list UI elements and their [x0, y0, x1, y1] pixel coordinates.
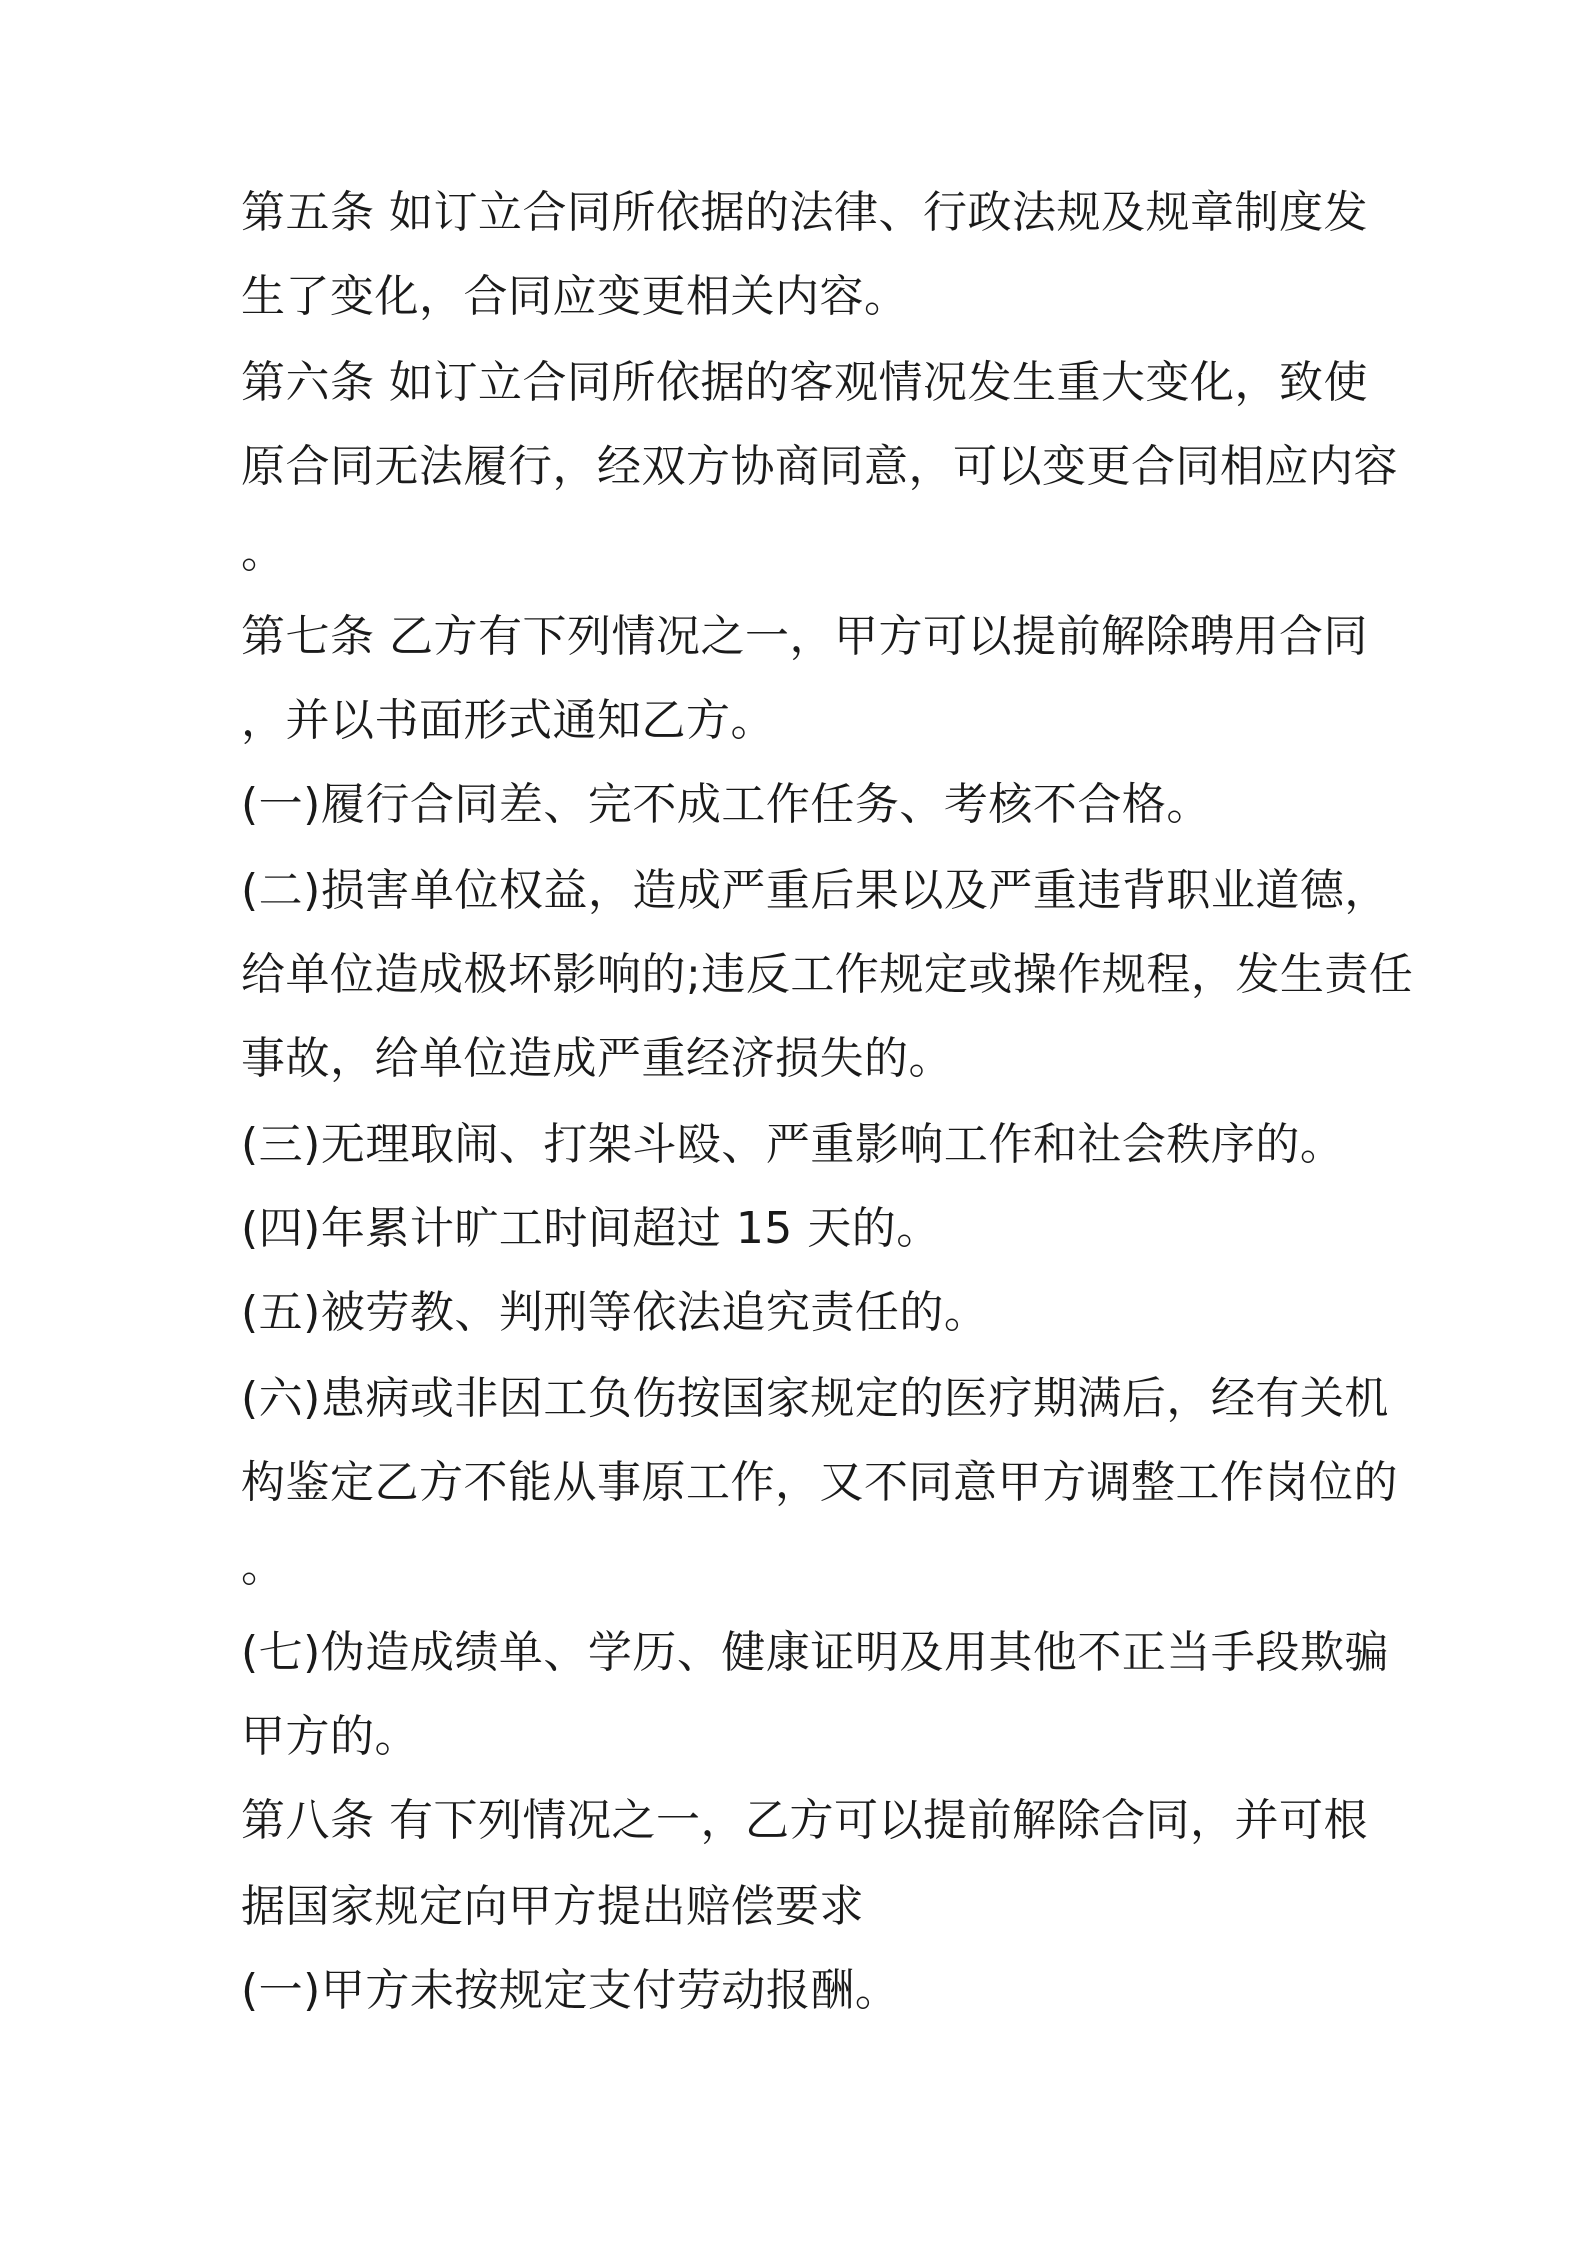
text-line: 第七条 乙方有下列情况之一，甲方可以提前解除聘用合同 [241, 611, 1368, 662]
text-line: (四)年累计旷工时间超过 15 天的。 [241, 1203, 941, 1254]
text-line: 第五条 如订立合同所依据的法律、行政法规及规章制度发 [241, 187, 1368, 238]
text-line: 给单位造成极坏影响的;违反工作规定或操作规程，发生责任 [241, 949, 1414, 1000]
text-line: (一)履行合同差、完不成工作任务、考核不合格。 [241, 779, 1211, 830]
text-line: (五)被劳教、判刑等依法追究责任的。 [241, 1287, 989, 1338]
text-line: (三)无理取闹、打架斗殴、严重影响工作和社会秩序的。 [241, 1119, 1345, 1170]
text-line: (一)甲方未按规定支付劳动报酬。 [241, 1965, 900, 2016]
text-line: (二)损害单位权益，造成严重后果以及严重违背职业道德， [241, 865, 1389, 916]
text-line: (六)患病或非因工负伤按国家规定的医疗期满后，经有关机 [241, 1373, 1389, 1424]
text-line: 构鉴定乙方不能从事原工作，又不同意甲方调整工作岗位的 [241, 1457, 1398, 1508]
text-line: ，并以书面形式通知乙方。 [241, 695, 775, 746]
text-line: 。 [241, 1541, 286, 1592]
text-line: 。 [241, 527, 286, 578]
text-line: 原合同无法履行，经双方协商同意，可以变更合同相应内容 [241, 441, 1398, 492]
text-line: 据国家规定向甲方提出赔偿要求 [241, 1881, 864, 1932]
text-line: 生了变化，合同应变更相关内容。 [241, 271, 909, 322]
text-line: 事故，给单位造成严重经济损失的。 [241, 1033, 953, 1084]
text-line: 第八条 有下列情况之一，乙方可以提前解除合同，并可根 [241, 1795, 1368, 1846]
text-line: (七)伪造成绩单、学历、健康证明及用其他不正当手段欺骗 [241, 1627, 1389, 1678]
text-line: 第六条 如订立合同所依据的客观情况发生重大变化，致使 [241, 357, 1368, 408]
text-line: 甲方的。 [241, 1711, 419, 1762]
